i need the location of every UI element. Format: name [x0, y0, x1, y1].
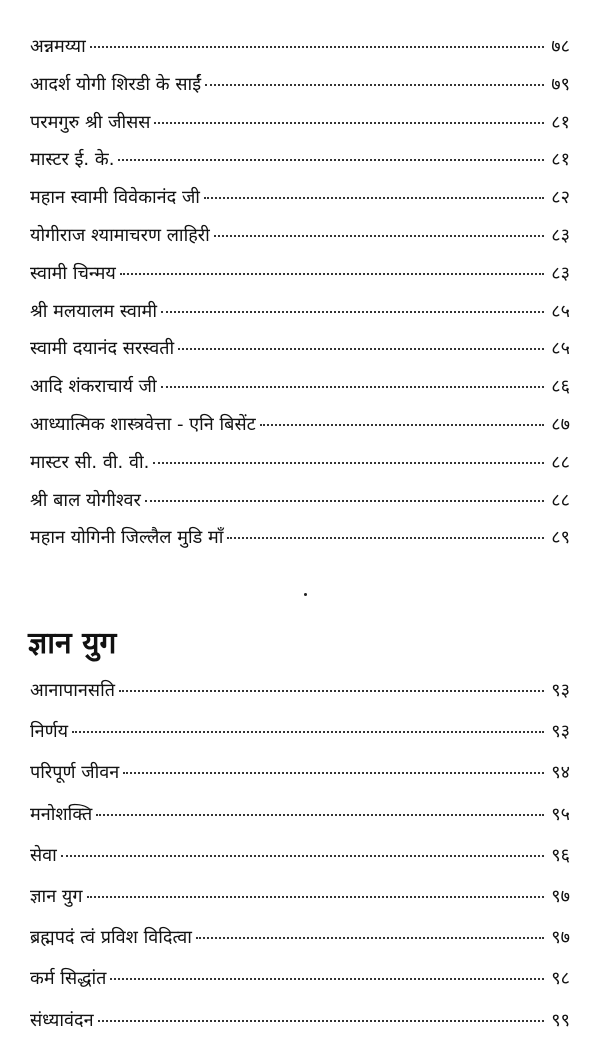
- stray-ink-dot: [304, 593, 307, 596]
- toc-entry-title: मास्टर ई. के.: [30, 149, 115, 171]
- toc-entry: [30, 70, 570, 108]
- toc-page-number: ९७: [551, 927, 570, 949]
- toc-page-number: ७९: [551, 73, 570, 95]
- toc-page-number: ८६: [551, 376, 570, 398]
- toc-page-number: ७८: [551, 36, 570, 57]
- toc-page-number: ८५: [551, 338, 570, 360]
- toc-page-number: ९३: [551, 680, 570, 701]
- toc-dot-leader: [154, 122, 544, 124]
- toc-entry: [30, 758, 570, 799]
- toc-entry-title: आदर्श योगी शिरडी के साईं: [30, 73, 202, 95]
- toc-dot-leader: [119, 690, 544, 692]
- toc-entry-title: संध्यावंदन: [30, 1009, 94, 1031]
- toc-entry-title: आदि शंकराचार्य जी: [30, 376, 157, 398]
- toc-entry-title: परिपूर्ण जीवन: [30, 762, 120, 784]
- toc-dot-leader: [260, 424, 544, 426]
- toc-entry: [30, 145, 570, 183]
- toc-entry-title: कर्म सिद्धांत: [30, 968, 107, 990]
- toc-entry: [30, 964, 570, 1005]
- toc-page-number: ८३: [551, 224, 570, 246]
- section-heading: ज्ञान युग: [28, 626, 117, 661]
- toc-entry-title: श्री मलयालम स्वामी: [30, 300, 157, 322]
- toc-entry: [30, 676, 570, 717]
- toc-entry: [30, 448, 570, 486]
- toc-entry-title: ब्रह्मपदं त्वं प्रविश विदित्वा: [30, 927, 192, 949]
- toc-entry: [30, 800, 570, 841]
- toc-dot-leader: [96, 814, 544, 816]
- toc-entry: [30, 108, 570, 146]
- toc-page-number: ८९: [551, 527, 570, 549]
- toc-entry: [30, 297, 570, 335]
- toc-entry: [30, 1006, 570, 1047]
- toc-list-section-one: [30, 32, 570, 561]
- toc-dot-leader: [98, 1020, 544, 1022]
- toc-entry-title: परमगुरु श्री जीसस: [30, 111, 151, 133]
- toc-page-number: ८२: [551, 187, 570, 209]
- toc-page-number: ८३: [551, 262, 570, 284]
- toc-entry-title: आध्यात्मिक शास्त्रवेत्ता - एनि बिसेंट: [30, 413, 256, 435]
- toc-dot-leader: [205, 84, 544, 86]
- toc-dot-leader: [204, 197, 544, 199]
- toc-entry: [30, 183, 570, 221]
- toc-entry: [30, 32, 570, 70]
- toc-entry: [30, 841, 570, 882]
- toc-entry-title: महान योगिनी जिल्लैल मुडि माँ: [30, 527, 224, 549]
- toc-entry-title: ज्ञान युग: [30, 885, 83, 907]
- toc-entry-title: सेवा: [30, 844, 57, 866]
- toc-entry-title: योगीराज श्यामाचरण लाहिरी: [30, 224, 210, 246]
- toc-dot-leader: [196, 937, 544, 939]
- toc-entry: [30, 717, 570, 758]
- toc-dot-leader: [227, 537, 544, 539]
- toc-page-number: ९८: [551, 968, 570, 990]
- toc-entry: [30, 486, 570, 524]
- toc-page-number: ९९: [551, 1009, 570, 1031]
- toc-entry: [30, 923, 570, 964]
- toc-dot-leader: [90, 46, 544, 48]
- toc-entry-title: आनापानसति: [30, 680, 116, 701]
- toc-entry-title: मनोशक्ति: [30, 803, 93, 825]
- toc-entry-title: मास्टर सी. वी. वी.: [30, 451, 150, 473]
- toc-dot-leader: [110, 978, 544, 980]
- toc-page-number: ८७: [551, 413, 570, 435]
- toc-dot-leader: [118, 159, 544, 161]
- toc-dot-leader: [120, 273, 544, 275]
- toc-dot-leader: [161, 311, 544, 313]
- toc-entry-title: स्वामी दयानंद सरस्वती: [30, 338, 175, 360]
- toc-entry: [30, 221, 570, 259]
- toc-dot-leader: [61, 855, 544, 857]
- toc-dot-leader: [161, 386, 544, 388]
- toc-list-section-two: [30, 676, 570, 1047]
- toc-entry: [30, 259, 570, 297]
- toc-page-number: ९६: [551, 844, 570, 866]
- toc-entry: [30, 410, 570, 448]
- toc-dot-leader: [72, 731, 544, 733]
- toc-entry-title: श्री बाल योगीश्वर: [30, 489, 141, 511]
- toc-page-number: ८८: [551, 451, 570, 473]
- toc-dot-leader: [87, 896, 545, 898]
- toc-page-number: ८८: [551, 489, 570, 511]
- toc-entry-title: स्वामी चिन्मय: [30, 262, 116, 284]
- toc-entry: [30, 372, 570, 410]
- toc-page-number: ९५: [551, 803, 570, 825]
- toc-page-number: ९४: [551, 762, 570, 784]
- toc-dot-leader: [214, 235, 544, 237]
- toc-dot-leader: [178, 348, 544, 350]
- toc-entry-title: अन्नमय्या: [30, 36, 86, 57]
- toc-page-number: ८५: [551, 300, 570, 322]
- toc-entry: [30, 882, 570, 923]
- toc-page-number: ९७: [551, 885, 570, 907]
- toc-page-number: ९३: [551, 721, 570, 743]
- toc-entry-title: निर्णय: [30, 721, 69, 743]
- toc-page-number: ८१: [551, 111, 570, 133]
- toc-entry: [30, 334, 570, 372]
- toc-page-number: ८१: [551, 149, 570, 171]
- toc-dot-leader: [123, 772, 544, 774]
- toc-entry: [30, 523, 570, 561]
- toc-dot-leader: [145, 500, 544, 502]
- toc-entry-title: महान स्वामी विवेकानंद जी: [30, 187, 200, 209]
- toc-dot-leader: [153, 462, 544, 464]
